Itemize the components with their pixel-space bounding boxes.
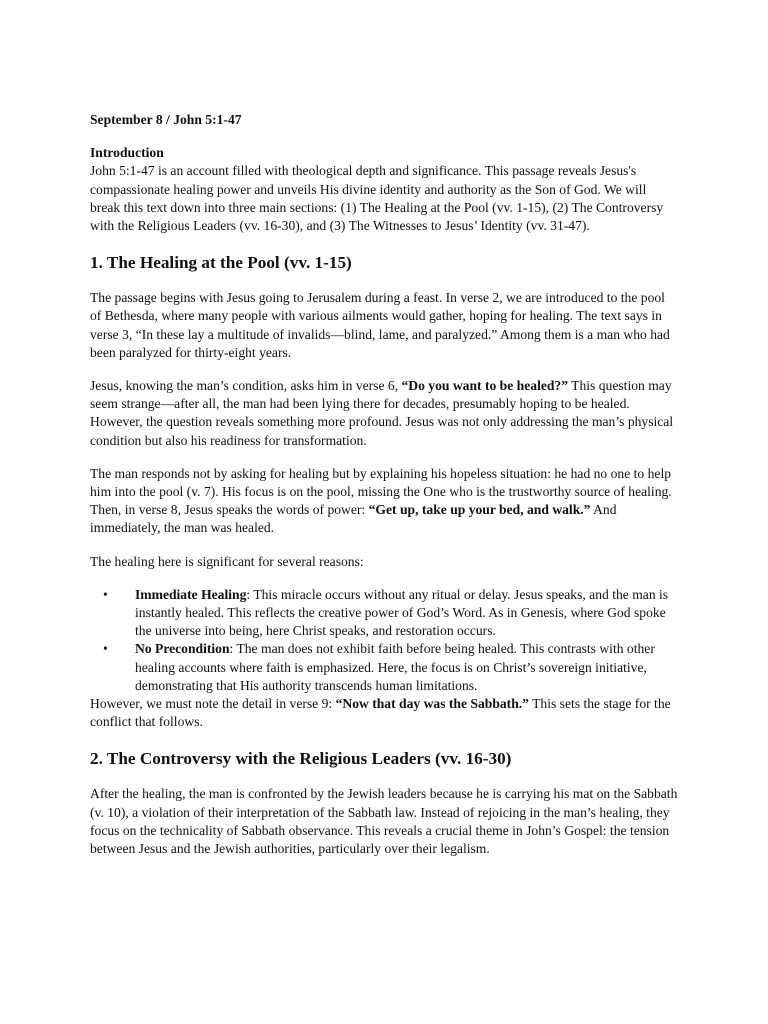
- introduction-paragraph: John 5:1-47 is an account filled with theological depth and significance. This passage reveals Jesus's compassionate healing power and unveils His divine identity and authority as the Son of God. We will break this text down into three main sections: (1) The Healing at the Pool (vv. 1-15), (2) The Controversy with the Religious Leaders (vv. 16-30), and (3) The Witnesses to Jesus’ Identity (vv. 31-47).: [90, 163, 664, 234]
- section-2-heading: 2. The Controversy with the Religious Leaders (vv. 16-30): [90, 749, 512, 769]
- section-1-paragraph-5: [90, 695, 678, 731]
- paragraph-text: This sets the stage for the conflict that follows.: [90, 696, 671, 730]
- significance-list: [90, 586, 678, 695]
- introduction-heading: Introduction: [90, 145, 164, 161]
- section-2-paragraph-1: After the healing, the man is confronted by the Jewish leaders because he is carrying his mat on the Sabbath (v. 10), a violation of their interpretation of the Sabbath law. Instead of rejoicing in the man’s healing, they focus on the technicality of Sabbath observance. This reveals a crucial theme in John’s Gospel: the tension between Jesus and the Jewish authorities, particularly over their legalism.: [90, 786, 678, 857]
- section-1-paragraph-4: The healing here is significant for several reasons:: [90, 553, 364, 569]
- paragraph-text: And immediately, the man was healed.: [90, 502, 617, 536]
- list-item: [90, 586, 678, 641]
- bullet-icon: •: [103, 641, 108, 657]
- bullet-icon: •: [103, 586, 108, 602]
- section-1-heading: 1. The Healing at the Pool (vv. 1-15): [90, 253, 352, 273]
- list-item-title: Immediate Healing: [135, 586, 247, 602]
- list-item-text: : This miracle occurs without any ritual or delay. Jesus speaks, and the man is instantly healed. This reflects the creative power of God’s Word. As in Genesis, where God spoke the universe into being, here Christ speaks, and restoration occurs.: [135, 586, 669, 639]
- emphasis-quote: “Do you want to be healed?”: [401, 378, 569, 394]
- section-1-paragraph-2: [90, 377, 678, 450]
- paragraph-text: This question may seem strange—after all, the man had been lying there for decades, presumably hoping to be healed. However, the question reveals something more profound. Jesus was not only addressing the man’s physical condition but also his readiness for transformation.: [90, 378, 674, 448]
- paragraph-text: The man responds not by asking for healing but by explaining his hopeless situation: he had no one to help him into the pool (v. 7). His focus is on the pool, missing the One who is the trustworthy source of healing. Then, in verse 8, Jesus speaks the words of power:: [90, 465, 672, 518]
- section-1-paragraph-3: [90, 465, 678, 538]
- emphasis-quote: “Now that day was the Sabbath.”: [335, 696, 529, 712]
- date-heading: September 8 / John 5:1-47: [90, 112, 242, 127]
- emphasis-quote: “Get up, take up your bed, and walk.”: [368, 502, 591, 518]
- paragraph-text: However, we must note the detail in verse 9:: [90, 696, 336, 712]
- paragraph-text: Jesus, knowing the man’s condition, asks him in verse 6,: [90, 378, 402, 394]
- list-item-text: : The man does not exhibit faith before being healed. This contrasts with other healing accounts where faith is emphasized. Here, the focus is on Christ’s sovereign initiative, demonstrating that His authority transcends human limitations.: [135, 641, 655, 693]
- list-item-title: No Precondition: [135, 641, 230, 657]
- section-1-paragraph-1: The passage begins with Jesus going to Jerusalem during a feast. In verse 2, we are introduced to the pool of Bethesda, where many people with various ailments would gather, hoping for healing. The text says in verse 3, “In these lay a multitude of invalids—blind, lame, and paralyzed.” Among them is a man who had been paralyzed for thirty-eight years.: [90, 290, 670, 360]
- list-item: [90, 640, 678, 695]
